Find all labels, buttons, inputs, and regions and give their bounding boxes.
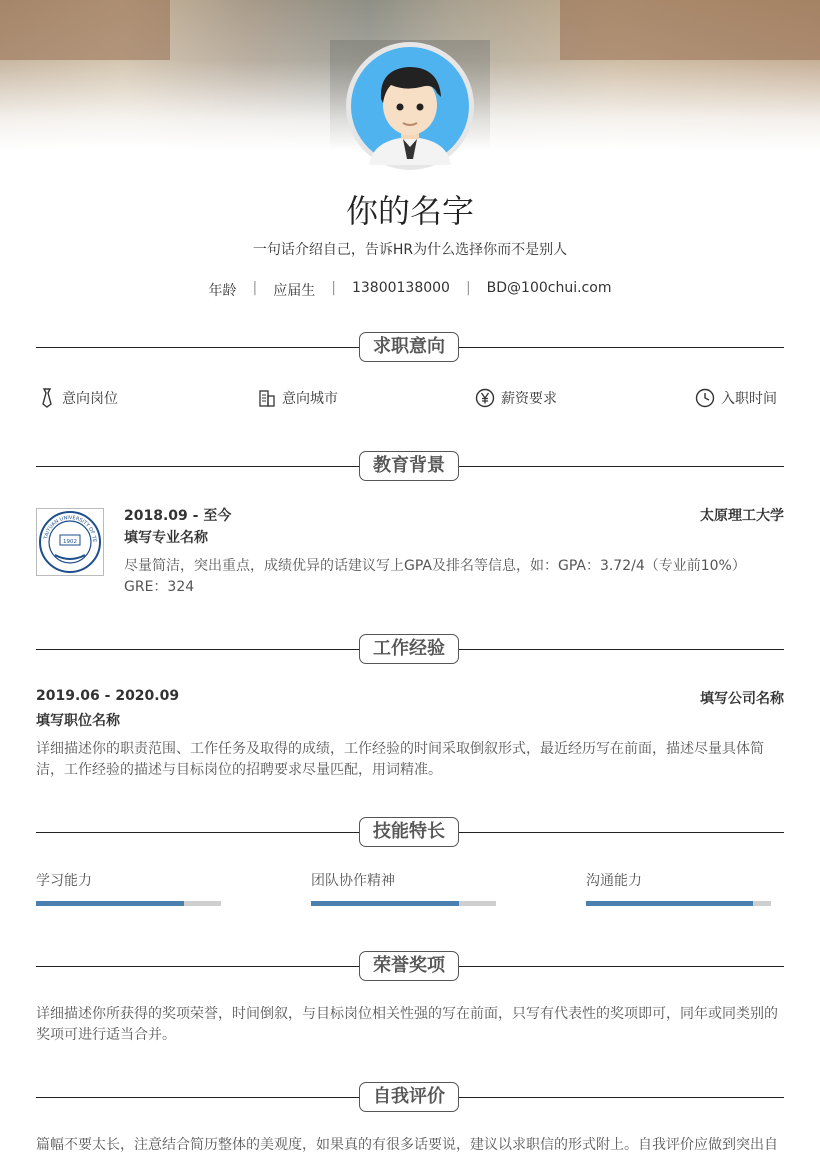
education-major: 填写专业名称 (124, 530, 208, 546)
section-header-honors (36, 951, 784, 983)
building-icon (258, 388, 276, 408)
intent-item-start-date (695, 388, 777, 408)
skill-bar-fill (311, 901, 459, 906)
banner-building-left (0, 0, 170, 60)
education-school: 太原理工大学 (700, 508, 784, 524)
banner-building-right (560, 0, 820, 60)
svg-text:TAIYUAN UNIVERSITY OF TECHNOLO: TAIYUAN UNIVERSITY OF TE (43, 514, 98, 543)
intent-item-position (38, 388, 118, 408)
skill-bar (586, 901, 771, 906)
contact-age: 年龄 (208, 283, 237, 299)
skill-bar (36, 901, 221, 906)
svg-text:1902: 1902 (63, 539, 77, 545)
university-seal-icon (37, 509, 103, 575)
section-header-skills (36, 817, 784, 849)
section-title: 工作经验 (359, 634, 459, 664)
intent-label: 意向城市 (282, 391, 338, 407)
skill-bar-fill (586, 901, 753, 906)
education-description: 尽量简洁，突出重点，成绩优异的话建议写上GPA及排名等信息，如：GPA：3.72/4（专业前10%） GRE：324 (124, 558, 746, 595)
yen-icon (475, 388, 495, 408)
skill-label: 学习能力 (36, 873, 92, 889)
work-company: 填写公司名称 (700, 691, 784, 707)
intent-label: 意向岗位 (62, 391, 118, 407)
education-period: 2018.09 - 至今 (124, 508, 232, 524)
section-header-education (36, 451, 784, 483)
tie-icon (38, 388, 56, 408)
contact-status: 应届生 (273, 283, 316, 299)
self-intro: 一句话介绍自己，告诉HR为什么选择你而不是别人 (252, 242, 568, 258)
skill-label: 沟通能力 (586, 873, 642, 889)
clock-icon (695, 388, 715, 408)
contact-phone[interactable]: 13800138000 (351, 280, 450, 296)
work-period: 2019.06 - 2020.09 (36, 688, 180, 704)
section-header-self-eval (36, 1082, 784, 1114)
self-eval-description: 篇幅不要太长，注意结合简历整体的美观度，如果真的有很多话要说，建议以求职信的形式附上。自我评价应做到突出自 (36, 1137, 778, 1153)
avatar[interactable] (346, 42, 474, 170)
intent-label: 入职时间 (721, 391, 777, 407)
section-title: 技能特长 (359, 817, 459, 847)
skill-bar (311, 901, 496, 906)
university-logo (36, 508, 104, 576)
separator: | (252, 280, 258, 296)
contact-email[interactable]: BD@100chui.com (486, 280, 612, 296)
candidate-name: 你的名字 (345, 192, 474, 230)
intent-item-city (258, 388, 338, 408)
section-header-intent (36, 332, 784, 364)
avatar-icon (351, 47, 469, 165)
contact-info (0, 280, 820, 300)
work-description: 详细描述你的职责范围、工作任务及取得的成绩，工作经验的时间采取倒叙形式，最近经历写在前面，描述尽量具体简洁，工作经验的描述与目标岗位的招聘要求尽量匹配，用词精准。 (36, 741, 764, 778)
section-title: 教育背景 (359, 451, 459, 481)
section-title: 求职意向 (359, 332, 459, 362)
skill-label: 团队协作精神 (311, 873, 395, 889)
section-title: 荣誉奖项 (359, 951, 459, 981)
section-title: 自我评价 (359, 1082, 459, 1112)
work-position: 填写职位名称 (36, 713, 120, 729)
section-header-work (36, 634, 784, 666)
intent-item-salary (475, 388, 557, 408)
separator: | (331, 280, 336, 296)
skill-bar-fill (36, 901, 184, 906)
intent-label: 薪资要求 (501, 391, 557, 407)
honors-description: 详细描述你所获得的奖项荣誉，时间倒叙，与目标岗位相关性强的写在前面，只写有代表性的奖项即可，同年或同类别的奖项可进行适当合并。 (36, 1006, 778, 1043)
separator: | (465, 280, 471, 296)
